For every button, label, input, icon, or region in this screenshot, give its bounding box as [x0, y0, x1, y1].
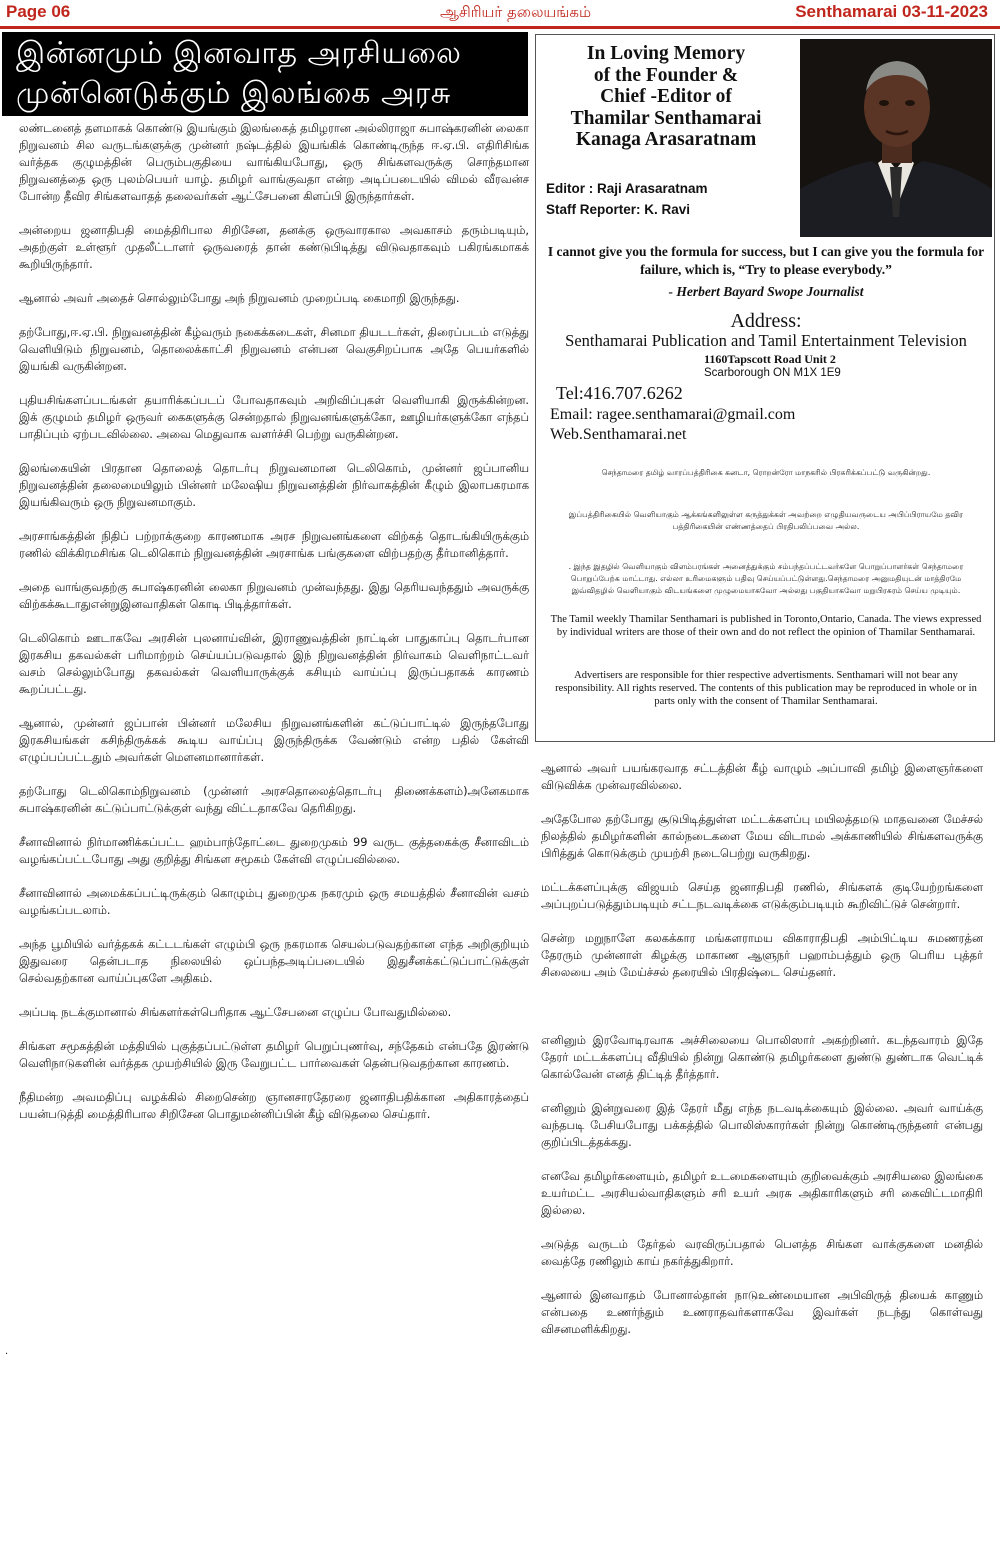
memorial-line: Chief -Editor of [600, 86, 732, 107]
article-paragraph: எனினும் இரவோடிரவாக அச்சிலையை பொலிஸார் அகற்றினர். கடந்தவாரம் இதே தேரர் மட்டக்களப்பு வீதியில் நின்று கொண்டு தமிழர்களை துண்டு துண்டாக வெட்டிக் கொல்வேன் எனத் திட்டித் தீர்த்தார். [541, 1033, 983, 1081]
tamil-note: . இந்த இதழில் வெளியாகும் விளம்பரங்கள் அனைத்துக்கும் சம்பந்தப்பட்டவர்களே பொறுப்பாளர்கள் செந்தாமரை பொறுப்பேற்க மாட்டாது. எல்லா உரிமைகளும் பதிவு செய்யப்பட்டுள்ளது.செந்தாமரை அனுமதியுடன் மாத்திரமே இவ்விதழில் வெளியாகும் விடயங்களை முழுமையாகவோ அல்லது பகுதியாகவோ மறுபிரசுரம் செய்ய முடியும். [568, 562, 964, 595]
founder-portrait [800, 39, 992, 237]
article-paragraph: சீனாவினால் நிர்மாணிக்கப்பட்ட ஹம்பாந்தோட்டை துறைமுகம் 99 வருட குத்தகைக்கு சீனாவிடம் வழங்கப்பட்டபோது அது குறித்து சிங்கள சமூகம் கேள்வி எழுப்பவில்லை. [19, 835, 529, 866]
margin-mark: . [5, 1346, 9, 1357]
article-paragraph: மட்டக்களப்புக்கு விஜயம் செய்த ஜனாதிபதி ரணில், சிங்களக் குடியேற்றங்களை அப்புறப்படுத்தும்படியும் சட்டநடவடிக்கை எடுக்கும்படியும் கூறிவிட்டுச் சென்றார். [541, 880, 983, 911]
article-paragraph: தற்போது,ஈ.ஏ.பி. நிறுவனத்தின் கீழ்வரும் நகைக்கடைகள், சினமா தியடடர்கள், திரைப்படம் எடுத்து வெளியிடும் நிறுவனம், தொலைக்காட்சி நிறுவனம் என்பன வெகுசிறப்பாக அதே பெயர்களில் இயங்கி வருகின்றன. [19, 325, 529, 373]
website: Web.Senthamarai.net [550, 426, 687, 443]
article-paragraph: ஆனால் அவர் பயங்கரவாத சட்டத்தின் கீழ் வாழும் அப்பாவி தமிழ் இளைஞர்களை விடுவிக்க முன்வரவில்லை. [541, 761, 983, 792]
article-paragraph: அதை வாங்குவதற்கு சுபாஷ்கரனின் லைகா நிறுவனம் முன்வந்தது. இது தெரியவந்ததும் அவருக்கு விற்கக்கூடாதுஎன்றுஇனவாதிகள் கொடி பிடித்தார்கள். [19, 580, 529, 611]
memorial-line: Thamilar Senthamarai [570, 107, 762, 129]
article-paragraph: ஆனால், முன்னர் ஜப்பான் பின்னர் மலேசிய நிறுவனங்களின் கட்டுப்பாட்டில் இருந்தபோது இரகசியங்கள் கசிந்திருக்கக் கூடிய வாய்ப்பு இருந்திருக்க வேண்டும் என்ற பதில் கேள்வி எழுப்பப்பட்டதும் அவர்கள் மௌனமானார்கள். [19, 716, 529, 764]
address-title: Address: [730, 310, 802, 332]
memorial-text [546, 43, 786, 151]
article-paragraph: சென்ற மறுநாளே கலகக்கார மங்களராமய விகாராதிபதி அம்பிட்டிய சுமணரத்ன தேரரும் முன்னாள் கிழக்கு மாகாண ஆளுநர் பஹாம்பத்தும் ஒரு பெரிய புத்தர் சிலையை அம் மேய்ச்சல் தரையில் பிரதிஷ்டை செய்தனர். [541, 931, 983, 979]
article-paragraph: எனினும் இன்றுவரை இத் தேரர் மீது எந்த நடவடிக்கையும் இல்லை. அவர் வாய்க்கு வந்தபடி பேசியபோது பக்கத்தில் பொலிஸ்காரர்கள் நின்று கொண்டிருந்தனர் என்பது குறிப்பிடத்தக்கது. [541, 1101, 983, 1149]
quote-text: I cannot give you the formula for success, but I can give you the formula for failure, which is, “Try to please everybody.” [547, 244, 985, 277]
memorial-line: Kanaga Arasaratnam [575, 129, 757, 150]
article-paragraph: அன்றைய ஜனாதிபதி மைத்திரிபால சிறிசேன, தனக்கு ஒருவாரகால அவகாசம் தரும்படியும், அதற்குள் உள்ளூர் முதலீட்டாளர் ஒருவரைத் தான் கண்டுபிடித்து விடுவதாகவும் பகிரங்கமாகக் கூறியிருந்தார். [19, 223, 529, 271]
article-paragraph: இலங்கையின் பிரதான தொலைத் தொடர்பு நிறுவனமான டெலிகொம், முன்னர் ஜப்பானிய நிறுவனத்தின் தலைமையிலும் பின்னர் மலேஷிய நிறுவனத்தின் நிர்வாகத்தின் கீழும் இலாபகரமாக இயங்கிவரும் ஒரு நிறுவனமாகும். [19, 461, 529, 509]
memorial-line: In Loving Memory [586, 43, 746, 64]
article-title [2, 32, 528, 116]
article-paragraph: டெலிகொம் ஊடாகவே அரசின் புலனாய்வின், இராணுவத்தின் நாட்டின் பாதுகாப்பு தொடர்பான இரகசிய தகவல்கள் பரிமாற்றம் செய்யப்படுவதால் இந் நிறுவனத்தின் நிர்வாகம் வெளிநாட்டவர் வசம் செல்லும்போது தகவல்கள் வெளியாருக்குக் கசியும் வாய்ப்பு இருப்பதாகக் காரணம் கூறப்பட்டது. [19, 631, 529, 696]
editor-name: Editor : Raji Arasaratnam [546, 181, 708, 196]
english-note: Advertisers are responsible for thier respective advertisments. Senthamari will not bear any responsibility. All rights reserved. The contents of this publication may be reproduced in whole or in parts only with the consent of Thamilar Senthamarai. [555, 670, 977, 707]
article-paragraph: புதியசிங்களப்படங்கள் தயாரிக்கப்படப் போவதாகவும் அறிவிப்புகள் வெளியாகி இருக்கின்றன. இக் குழுமம் தமிழர் ஒருவர் கைகளுக்கு சென்றதால் நிறுவனங்களுக்கோ, ஊழியர்களுக்கோ எந்தப் பாதிப்பும் ஏற்படவில்லை. அவை மெதுவாக வளர்ச்சி பெற்று வருகின்றன. [19, 393, 529, 441]
article-paragraph: சீனாவினால் அமைக்கப்பட்டிருக்கும் கொழும்பு துறைமுக நகரமும் ஒரு சமயத்தில் சீனாவின் வசம் வழங்கப்படலாம். [19, 886, 529, 917]
tamil-note: இப்பத்திரிகையில் வெளியாகும் ஆக்கங்களிலுள்ள கருத்துக்கள் அவற்றை எழுதியவருடைய அபிப்பிராயமே தவிர பத்திரிகையின் எண்ணத்தைப் பிரதிபலிப்பவை அல்ல. [568, 510, 964, 531]
article-paragraph: அரசாங்கத்தின் நிதிப் பற்றாக்குறை காரணமாக அரச நிறுவனங்களை விற்கத் தொடங்கியிருக்கும் ரணில் விக்கிரமசிங்க டெலிகொம் நிறுவனத்தின் அரசாங்க பங்குகளை விற்பதற்கு தீர்மானித்தார். [19, 529, 529, 560]
editor-credits [546, 178, 708, 220]
title-line-2: முன்னெடுக்கும் இலங்கை அரசு [16, 76, 451, 111]
article-paragraph: அடுத்த வருடம் தேர்தல் வரவிருப்பதால் பௌத்த சிங்கள வாக்குகளை மனதில் வைத்தே ரணிலும் காய் நகர்த்துகிறார். [541, 1237, 983, 1268]
article-right-column [541, 760, 983, 1355]
page-number: Page 06 [6, 2, 71, 21]
article-paragraph: ஆனால் இனவாதம் போனால்தான் நாடுஉண்மையான அபிவிருத் தியைக் காணும் என்பதை உணர்ந்தும் உணராதவர்களாகவே இவர்கள் நடந்து கொள்வது விசனமளிக்கிறது. [541, 1288, 983, 1336]
portrait-image [800, 39, 992, 237]
header-rule [0, 26, 1000, 29]
article-paragraph: லண்டனைத் தளமாகக் கொண்டு இயங்கும் இலங்கைத் தமிழரான அல்லிராஜா சுபாஷ்கரனின் லைகா நிறுவனம் சில வருடங்களுக்கு முன்னர் நஷ்டத்தில் இயங்கிக் கொண்டிருந்த ஈ.ஏ.பி. எதிரிசிங்க வர்த்தக குழுமத்தின் பெரும்பகுதியை வாங்கியபோது, ஒரு சிங்களவருக்கு சொந்தமான நிறுவனத்தை ஒரு புலம்பெயர் யாழ். தமிழர் வாங்குவதா என்ற அடிப்படையில் விமல் வீரவன்ச போன்ற தீவிர சிங்களவாதத் தலைவர்கள் ஆட்சேபனை கிளப்பி இருந்தார்கள். [19, 121, 529, 203]
publication-date: Senthamarai 03-11-2023 [795, 2, 988, 21]
article-paragraph: எனவே தமிழர்களையும், தமிழர் உடமைகளையும் குறிவைக்கும் அரசியலை இலங்கை உயர்மட்ட அரசியல்வாதிகளும் சரி உயர் அரசு அதிகாரிகளும் சரி கைவிட்டமாதிரி இல்லை. [541, 1169, 983, 1217]
article-left-column [19, 120, 529, 1140]
memorial-line: of the Founder & [593, 64, 739, 86]
english-note: The Tamil weekly Thamilar Senthamari is published in Toronto,Ontario, Canada. The views expressed by individual writers are those of their own and do not reflect the opinion of Thamilar Senthamarai. [550, 614, 982, 638]
quote-author: - Herbert Bayard Swope Journalist [668, 284, 864, 299]
section-name: ஆசிரியர் தலையங்கம் [440, 3, 592, 21]
article-paragraph: தற்போது டெலிகொம்நிறுவனம் (முன்னர் அரசதொலைத்தொடர்பு திணைக்களம்)அனேகமாக சுபாஷ்கரனின் கட்டுப்பாட்டுக்குள் வந்து விட்டதாகவே தெரிகிறது. [19, 784, 529, 815]
telephone: Tel:416.707.6262 [556, 383, 683, 403]
address-organization: Senthamarai Publication and Tamil Entertainment Television [565, 331, 967, 350]
article-paragraph: சிங்கள சமூகத்தின் மத்தியில் புகுத்தப்பட்டுள்ள தமிழர் பெறுப்புணர்வு, சந்தேகம் என்பதே இரண்டு வெளிநாடுகளின் வர்த்தக முயற்சியில் இரு வேறுபட்ட பார்வைகள் தென்படுவதற்கான காரணம். [19, 1039, 529, 1070]
article-paragraph: அப்படி நடக்குமானால் சிங்களர்கள்பெரிதாக ஆட்சேபனை எழுப்ப போவதுமில்லை. [19, 1005, 452, 1019]
page-header [0, 0, 1000, 26]
article-paragraph: அதேபோல தற்போது சூடுபிடித்துள்ள மட்டக்களப்பு மயிலத்தமடு மாதவனை மேச்சல் நிலத்தில் தமிழர்களின் கால்நடைகளை மேய விடாமல் அக்காணியில் சிங்களவருக்கு பிரித்துக் கொடுக்கும் முயற்சி நடைபெற்று வருகிறது. [541, 812, 983, 860]
staff-reporter: Staff Reporter: K. Ravi [546, 202, 691, 217]
address-street: 1160Tapscott Road Unit 2 [704, 352, 836, 366]
masthead-box [535, 34, 995, 742]
tamil-note: செந்தாமரை தமிழ் வாரப்பத்திரிகை கனடா, ரொறன்ரோ மாநகரில் பிரசுரிக்கப்பட்டு வருகின்றது. [601, 468, 931, 477]
address-city: Scarborough ON M1X 1E9 [704, 367, 841, 379]
article-paragraph: அந்த பூமியில் வர்த்தகக் கட்டடங்கள் எழும்பி ஒரு நகரமாக செயல்படுவதற்கான எந்த அறிகுறியும் இதுவரை தென்படாத நிலையில் ஒப்பந்தஅடிப்படையில் இதுசீனக்கட்டுப்பாட்டுக்குள் செல்வதற்கான வாய்ப்புகளே அதிகம். [19, 937, 529, 985]
article-paragraph: ஆனால் அவர் அதைச் சொல்லும்போது அந் நிறுவனம் முறைப்படி கைமாறி இருந்தது. [19, 291, 460, 305]
title-line-1: இன்னமும் இனவாத அரசியலை [16, 36, 462, 71]
email-address: Email: ragee.senthamarai@gmail.com [550, 406, 796, 423]
article-paragraph: நீதிமன்ற அவமதிப்பு வழக்கில் சிறைசென்ற ஞானசாரதேரரை ஜனாதிபதிக்கான அதிகாரத்தைப் பயன்படுத்தி மைத்திரிபால சிறிசேன பொதுமன்னிப்பின் கீழ் விடுதலை செய்தார். [19, 1090, 529, 1121]
